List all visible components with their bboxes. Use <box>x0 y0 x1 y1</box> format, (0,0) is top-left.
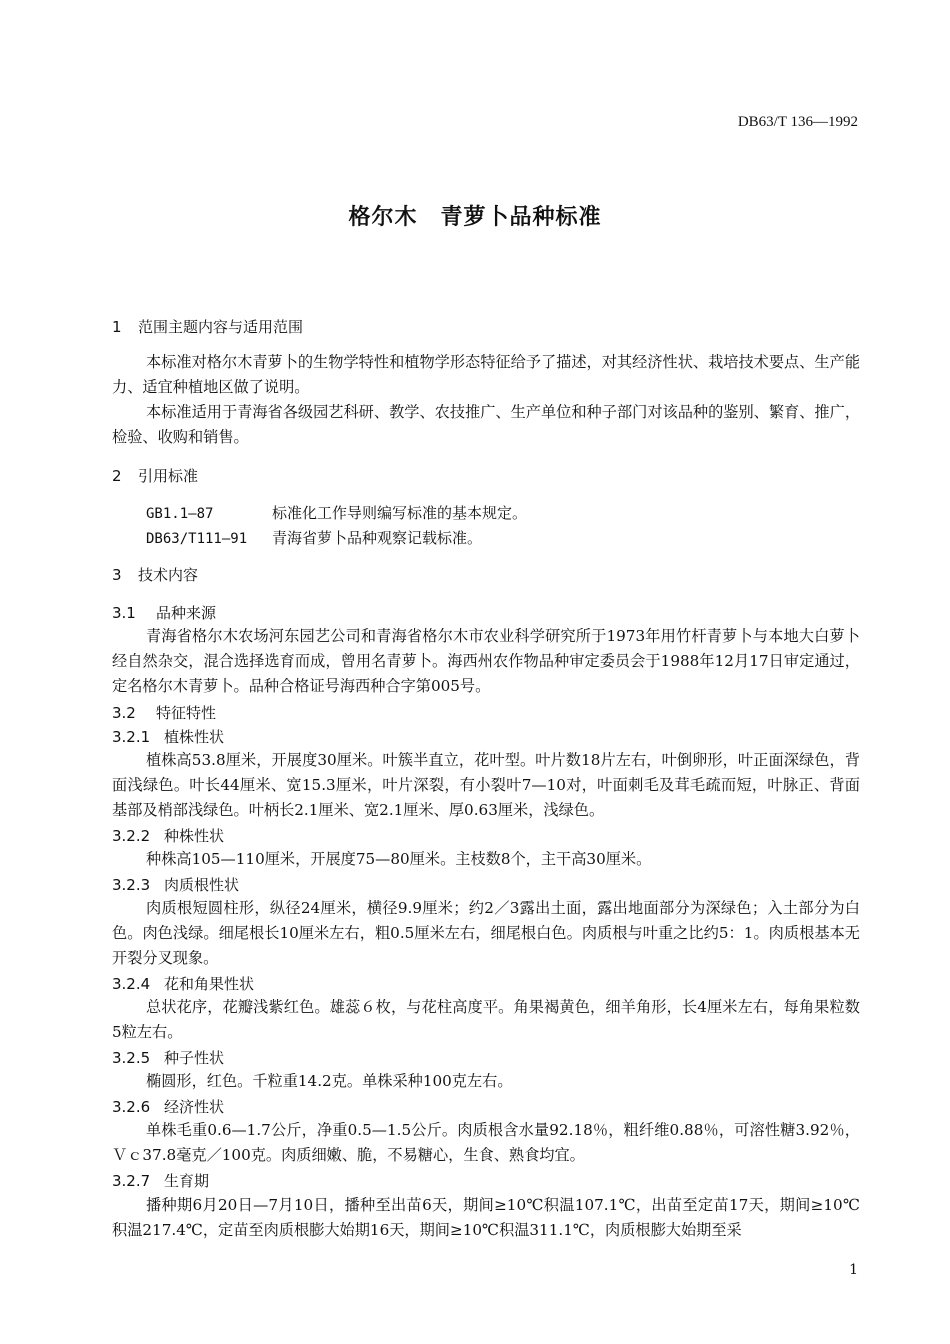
section-1-paragraph-2: 本标准适用于青海省各级园艺科研、教学、农技推广、生产单位和种子部门对该品种的鉴别、繁育、推广，检验、收购和销售。 <box>112 403 860 446</box>
section-number: 3.2.7 <box>112 1172 151 1190</box>
section-title: 范围主题内容与适用范围 <box>138 318 304 336</box>
section-3-2-6-paragraph: 单株毛重0.6—1.7公斤，净重0.5—1.5公斤。肉质根含水量92.18％，粗纤维0.88％，可溶性糖3.92％，Ｖｃ37.8毫克／100克。肉质细嫩、脆，不易糖心，生食、熟食均宜。 <box>112 1121 860 1164</box>
section-number: 3.2.2 <box>112 827 151 845</box>
section-3-2-heading <box>112 702 216 723</box>
section-3-2-1-paragraph: 植株高53.8厘米，开展度30厘米。叶簇半直立，花叶型。叶片数18片左右，叶倒卵形，叶正面深绿色，背面浅绿色。叶长44厘米、宽15.3厘米，叶片深裂，有小裂叶7—10对，叶面刺毛及茸毛疏而短，叶脉正、背面基部及梢部浅绿色。叶柄长2.1厘米、宽2.1厘米、厚0.63厘米，浅绿色。 <box>112 751 860 819</box>
section-3-2-3-paragraph: 肉质根短圆柱形，纵径24厘米，横径9.9厘米；约2／3露出土面，露出地面部分为深绿色；入土部分为白色。肉色浅绿。细尾根长10厘米左右，粗0.5厘米左右，细尾根白色。肉质根与叶重之比约5：1。肉质根基本无开裂分叉现象。 <box>112 899 860 967</box>
section-title: 种株性状 <box>164 827 225 845</box>
section-number: 3.1 <box>112 604 136 622</box>
section-title: 技术内容 <box>138 566 199 584</box>
section-title: 引用标准 <box>138 467 199 485</box>
section-1-paragraph-1: 本标准对格尔木青萝卜的生物学特性和植物学形态特征给予了描述，对其经济性状、栽培技术要点、生产能力、适宜种植地区做了说明。 <box>112 353 860 396</box>
section-3-1-heading <box>112 602 216 623</box>
reference-item <box>146 527 482 548</box>
section-3-2-3-heading <box>112 874 239 895</box>
section-title: 种子性状 <box>164 1049 225 1067</box>
section-3-2-4-paragraph: 总状花序，花瓣浅紫红色。雄蕊６枚，与花柱高度平。角果褐黄色，细羊角形，长4厘米左右，每角果粒数5粒左右。 <box>112 998 860 1041</box>
section-3-2-1-heading <box>112 726 224 747</box>
section-title: 生育期 <box>164 1172 210 1190</box>
section-title: 植株性状 <box>164 728 225 746</box>
reference-code: GB1.1—87 <box>146 506 214 522</box>
section-number: 3.2.6 <box>112 1098 151 1116</box>
section-3-heading <box>112 564 198 585</box>
section-3-2-5-heading <box>112 1047 224 1068</box>
reference-text: 标准化工作导则编写标准的基本规定。 <box>272 504 528 522</box>
section-3-2-4-heading <box>112 973 254 994</box>
section-3-2-7-heading <box>112 1170 209 1191</box>
page-number: 1 <box>849 1262 858 1278</box>
reference-item <box>146 502 527 523</box>
section-3-2-5-paragraph: 椭圆形，红色。千粒重14.2克。单株采种100克左右。 <box>146 1072 513 1090</box>
section-number: 3.2 <box>112 704 136 722</box>
section-number: 1 <box>112 318 122 336</box>
section-title: 花和角果性状 <box>164 975 255 993</box>
section-number: 3 <box>112 566 122 584</box>
section-number: 3.2.4 <box>112 975 151 993</box>
section-title: 经济性状 <box>164 1098 225 1116</box>
section-number: 3.2.3 <box>112 876 151 894</box>
section-title: 肉质根性状 <box>164 876 240 894</box>
section-3-2-2-paragraph: 种株高105—110厘米，开展度75—80厘米。主枝数8个，主干高30厘米。 <box>146 850 652 868</box>
section-title: 特征特性 <box>156 704 217 722</box>
section-number: 3.2.5 <box>112 1049 151 1067</box>
standard-code: DB63/T 136—1992 <box>737 114 858 130</box>
section-2-heading <box>112 465 198 486</box>
page-title: 格尔木 青萝卜品种标准 <box>348 205 602 230</box>
reference-text: 青海省萝卜品种观察记载标准。 <box>272 529 483 547</box>
reference-code: DB63/T111—91 <box>146 531 248 547</box>
section-1-heading <box>112 316 303 337</box>
section-3-2-7-paragraph: 播种期6月20日—7月10日，播种至出苗6天，期间≥10℃积温107.1℃，出苗至定苗17天，期间≥10℃积温217.4℃，定苗至肉质根膨大始期16天，期间≥10℃积温311.1℃，肉质根膨大始期至采 <box>112 1196 860 1239</box>
section-title: 品种来源 <box>156 604 217 622</box>
section-number: 3.2.1 <box>112 728 151 746</box>
section-number: 2 <box>112 467 122 485</box>
section-3-2-2-heading <box>112 825 224 846</box>
section-3-1-paragraph: 青海省格尔木农场河东园艺公司和青海省格尔木市农业科学研究所于1973年用竹杆青萝卜与本地大白萝卜经自然杂交，混合选择选育而成，曾用名青萝卜。海西州农作物品种审定委员会于1988年12月17日审定通过，定名格尔木青萝卜。品种合格证号海西种合字第005号。 <box>112 627 860 695</box>
section-3-2-6-heading <box>112 1096 224 1117</box>
